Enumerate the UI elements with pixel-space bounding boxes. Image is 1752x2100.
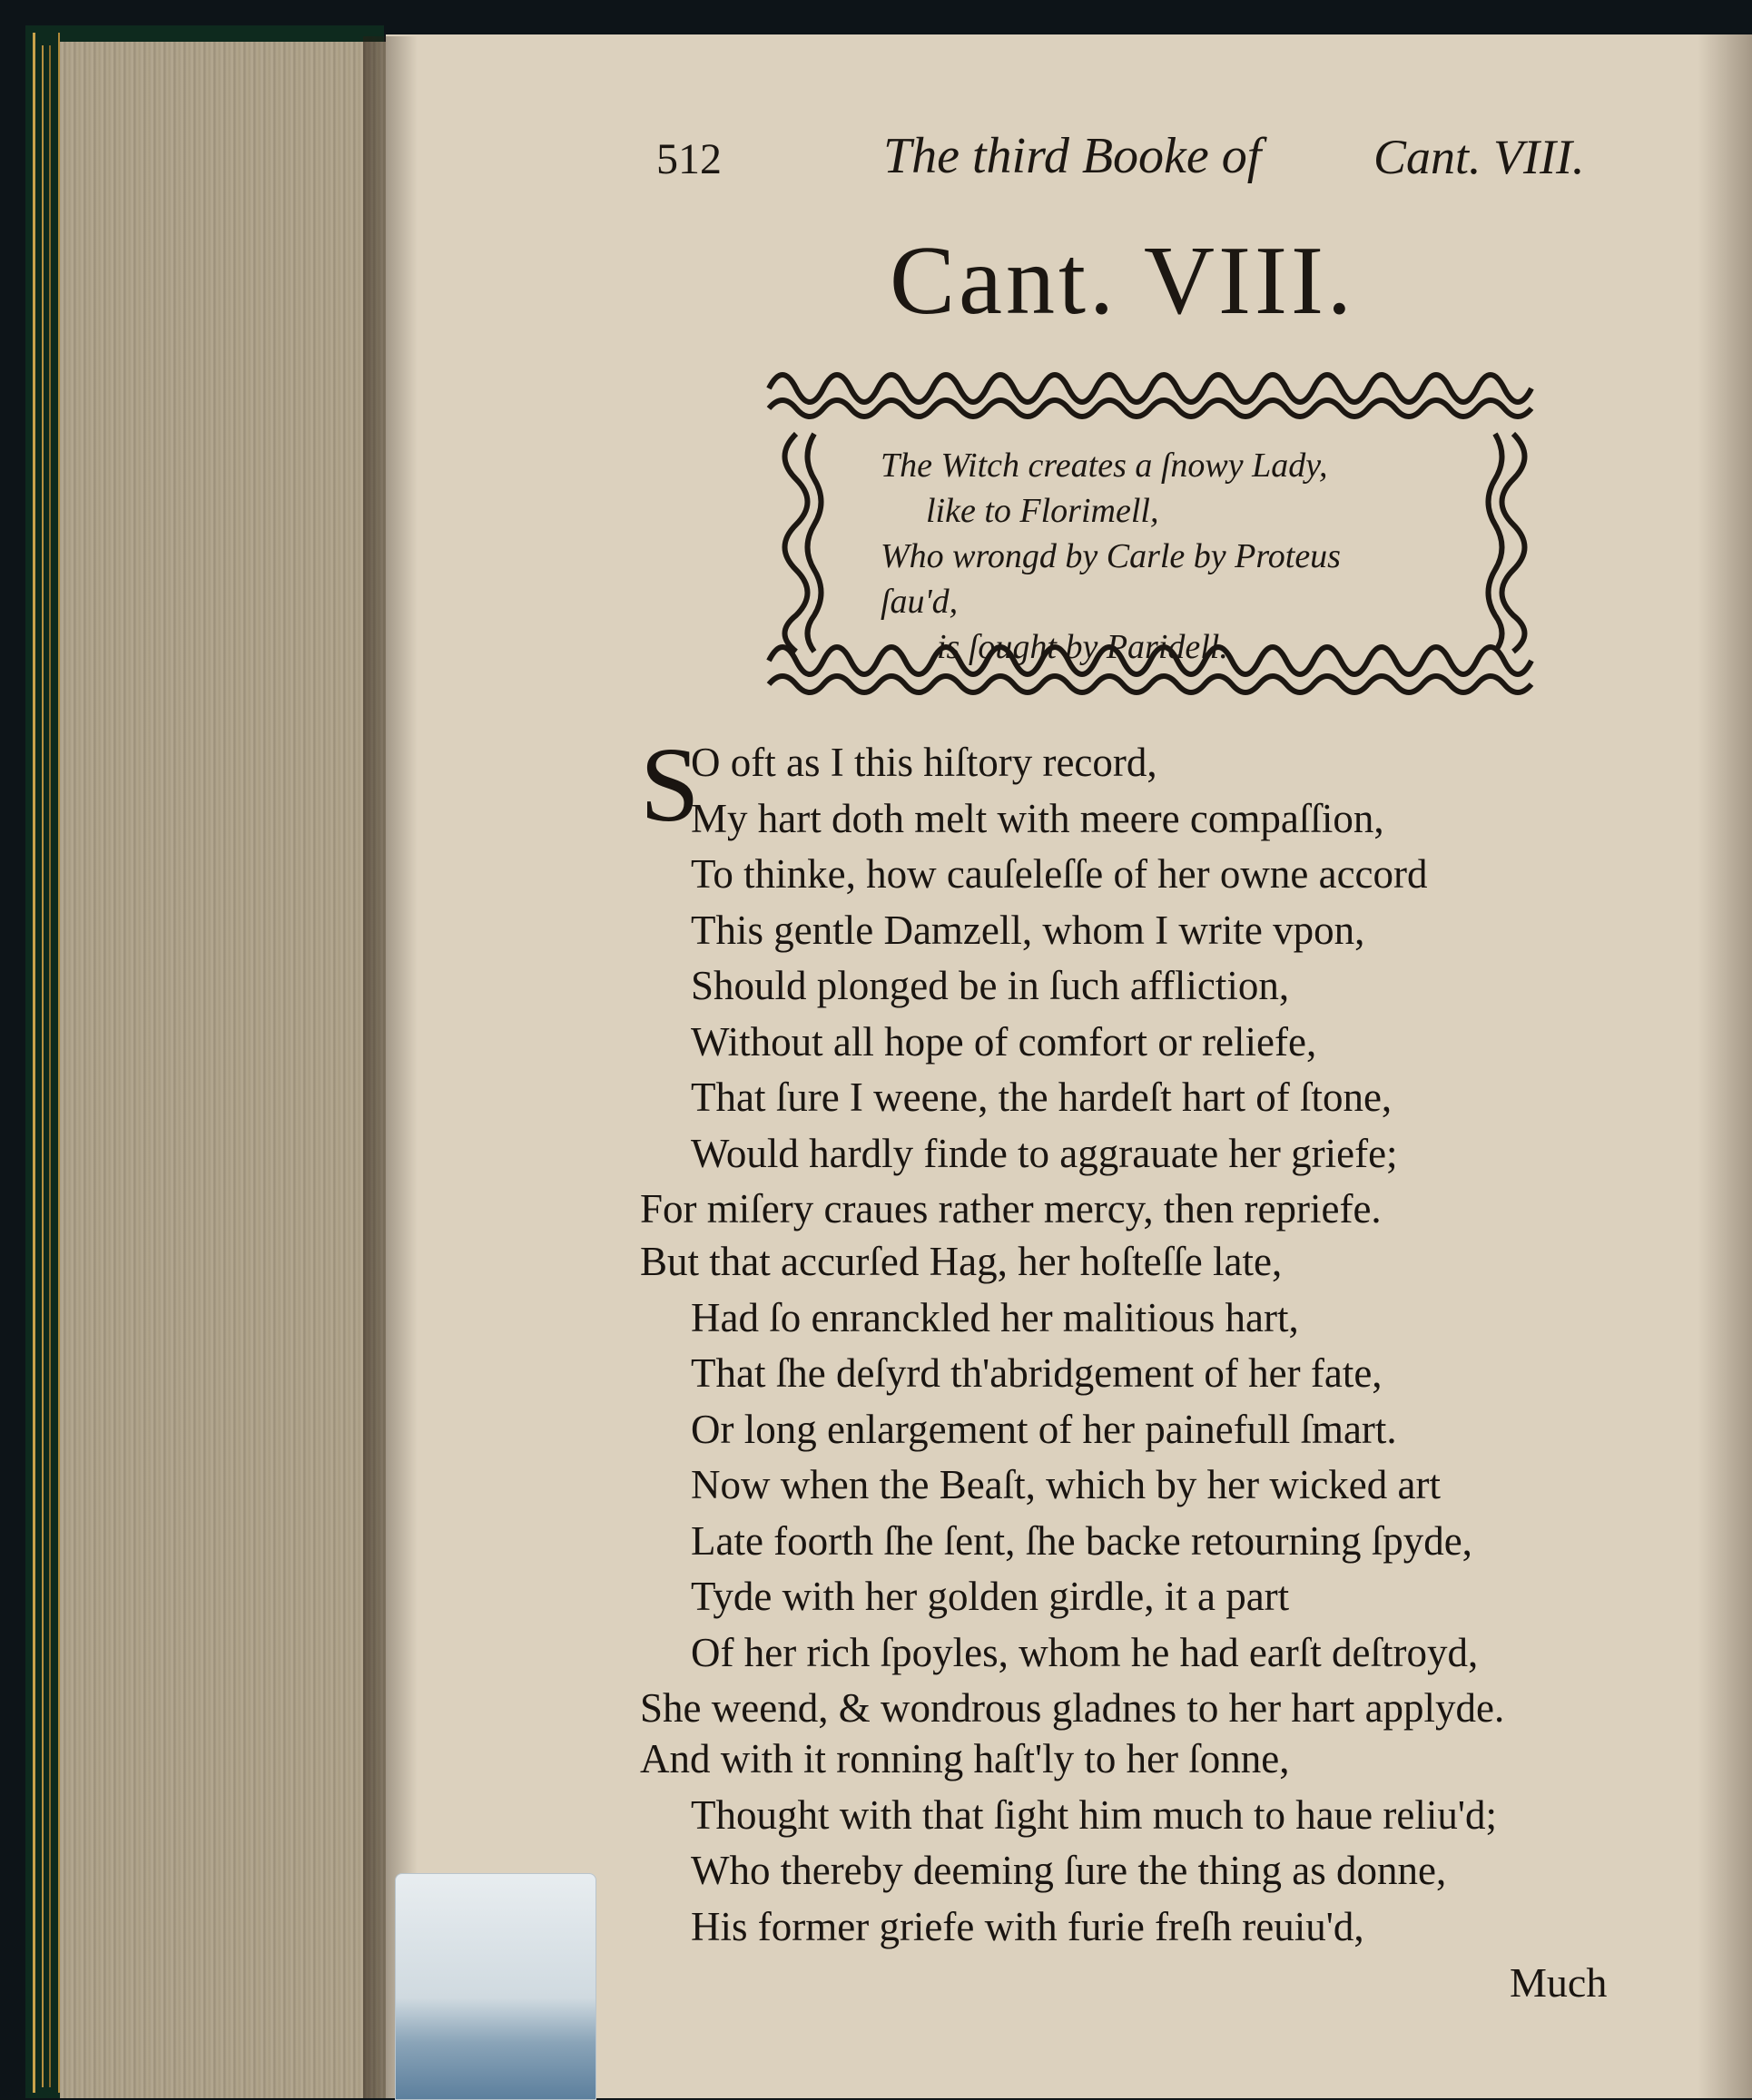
gutter-shadow [363,36,418,2098]
verse-line: This gentle Damzell, whom I write vpon, [691,907,1365,953]
canto-argument [881,443,1425,670]
verse-line: She weend, & wondrous gladnes to her hart applyde. [640,1685,1505,1731]
verse-line: To thinke, how cauſeleſſe of her owne accord [691,851,1428,897]
verse-line: Would hardly finde to aggrauate her griefe; [691,1130,1398,1176]
canto-title: Cant. VIII. [890,227,1355,335]
stanza-2 [640,1234,1729,1737]
argument-line: The Witch creates a ſnowy Lady, [881,446,1328,485]
verse-line: That ſure I weene, the hardeſt hart of ſtone, [691,1075,1393,1120]
verse-line: For miſery craues rather mercy, then repriefe. [640,1186,1382,1232]
argument-line: is ſought by Paridell. [937,628,1228,666]
gilt-border-inner [42,45,51,2087]
catchword: Much [1510,1959,1608,2006]
book-page [386,34,1752,2098]
verse-line: Now when the Beaſt, which by her wicked art [691,1462,1441,1507]
verse-line: Had ſo enranckled her malitious hart, [691,1294,1299,1340]
page-edges [60,42,387,2098]
verse-line: His former griefe with furie freſh reuiu'd, [691,1903,1364,1949]
page-holder-clip [395,1873,596,2100]
verse-line: O oft as I this hiſtory record, [691,740,1157,785]
verse-line: And with it ronning haſt'ly to her ſonne, [640,1736,1290,1781]
running-title: The third Booke of [883,128,1262,184]
argument-line: like to Florimell, [926,492,1159,530]
argument-line: Who wrongd by Carle by Proteus ſau'd, [881,537,1341,621]
verse-line: Should plonged be in ſuch affliction, [691,963,1290,1008]
verse-line: Without all hope of comfort or reliefe, [691,1018,1317,1065]
page-number: 512 [656,135,722,183]
verse-line: My hart doth melt with meere compaſſion, [691,795,1384,841]
verse-line: Who thereby deeming ſure the thing as donne, [691,1848,1447,1893]
verse-line: Of her rich ſpoyles, whom he had earſt deſtroyd, [691,1629,1479,1675]
verse-line: Tyde with her golden girdle, it a part [691,1574,1290,1619]
drop-cap: S [640,725,700,844]
stanza-3 [640,1732,1729,1955]
canto-reference: Cant. VIII. [1373,130,1585,184]
verse-line: Thought with that ſight him much to haue reliu'd; [691,1791,1497,1838]
verse-line: Or long enlargement of her painefull ſmart. [691,1406,1397,1452]
verse-line: Late foorth ſhe ſent, ſhe backe retourning ſpyde, [691,1517,1472,1564]
verse-line: But that accurſed Hag, her hoſteſſe late, [640,1239,1283,1284]
verse-line: That ſhe deſyrd th'abridgement of her fate, [691,1350,1383,1396]
stanza-1 [640,725,1729,1238]
